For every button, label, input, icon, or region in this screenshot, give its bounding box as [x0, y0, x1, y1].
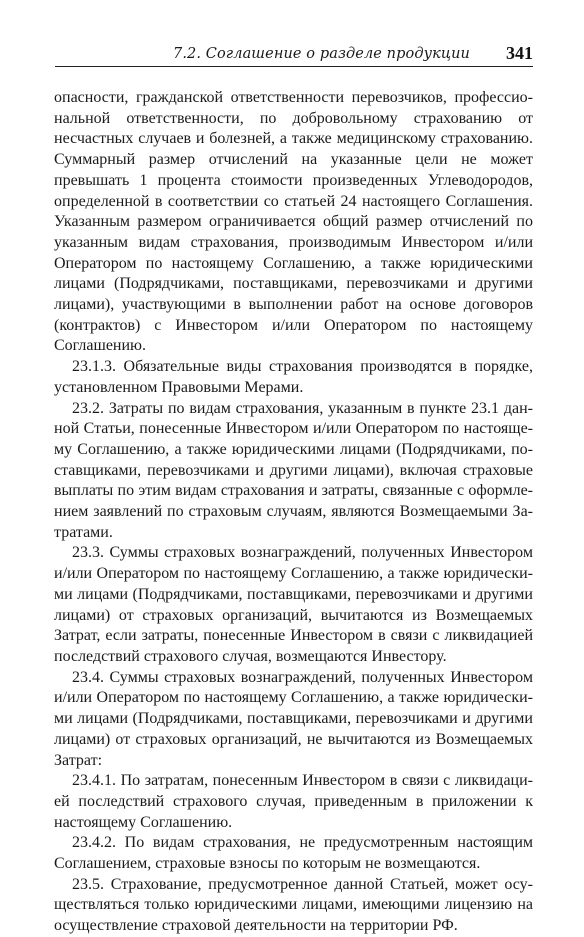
page-number: 341	[506, 43, 533, 63]
paragraph-23-2: 23.2. Затраты по видам страхования, указанным в пункте 23.1 данной Статьи, понесенные Инвестором и/или Оператором по настоящему Соглашению, а также юридическими лицами (Подрядчиками, поставщиками, перевозчиками и другими лицами), включая страховые выплаты по этим видам страхования и затраты, связанные с оформлением заявлений по страховым случаям, являются Возмещаемыми Затратами.	[54, 399, 533, 541]
paragraph-23-4-1: 23.4.1. По затратам, понесенным Инвестором в связи с ликвидацией последствий страхового случая, приведенным в приложении к настоящему Соглашению.	[54, 772, 533, 831]
paragraph-23-1-3: 23.1.3. Обязательные виды страхования производятся в порядке, установленном Правовыми Мерами.	[54, 358, 533, 396]
running-header-title: 7.2. Соглашение о разделе продукции	[173, 46, 470, 62]
header-rule	[55, 66, 533, 67]
paragraph-23-3: 23.3. Суммы страховых вознаграждений, полученных Инвестором и/или Оператором по настоящему Соглашению, а также юридическими лицами (Подрядчиками, поставщиками, перевозчиками и другими лицами) от страховых организаций, вычитаются из Возмещаемых Затрат, если затраты, понесенные Инвестором в связи с ликвидацией последствий страхового случая, возмещаются Инвестору.	[54, 544, 533, 665]
body-text	[54, 88, 533, 937]
paragraph-23-4: 23.4. Суммы страховых вознаграждений, полученных Инвестором и/или Оператором по настоящему Соглашению, а также юридическими лицами (Подрядчиками, поставщиками, перевозчиками и другими лицами) от страховых организаций, не вычитаются из Возмещаемых Затрат:	[54, 668, 533, 769]
paragraph-23-4-2: 23.4.2. По видам страхования, не предусмотренным настоящим Соглашением, страховые взносы по которым не возмещаются.	[54, 834, 533, 873]
running-header	[55, 42, 533, 70]
paragraph-continuation: опасности, гражданской ответственности перевозчиков, профессиональной ответственности, по добровольному страхованию от несчастных случаев и болезней, а также медицинскому страхованию. Суммарный размер отчислений на указанные цели не может превышать 1 процента стоимости произведенных Углеводородов, определенной в соответствии со статьей 24 настоящего Соглашения. Указанным размером ограничивается общий размер отчислений по указанным видам страхования, производимым Инвестором и/или Оператором по настоящему Соглашению, а также юридическими лицами (Подрядчиками, поставщиками, перевозчиками и другими лицами), участвующими в выполнении работ на основе договоров (контрактов) с Инвестором и/или Оператором по настоящему Соглашению.	[54, 89, 533, 355]
paragraph-23-5: 23.5. Страхование, предусмотренное данной Статьей, может осуществляться только юридическими лицами, имеющими лицензию на осуществление страховой деятельности на территории РФ.	[54, 875, 533, 935]
